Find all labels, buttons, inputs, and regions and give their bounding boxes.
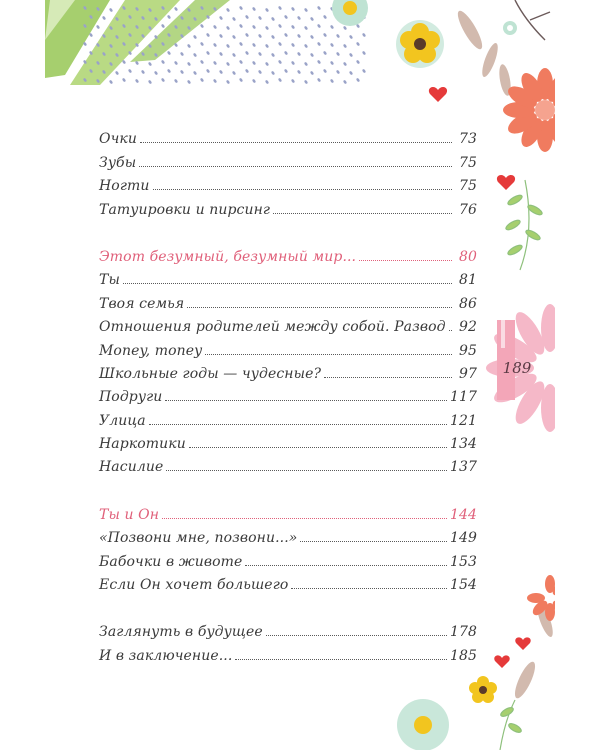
- dot: [265, 8, 269, 13]
- dot: [213, 79, 217, 84]
- dot: [323, 33, 327, 38]
- dot: [167, 69, 171, 74]
- dot: [245, 33, 249, 38]
- toc-entry: [99, 171, 477, 194]
- dot: [304, 8, 308, 13]
- dot: [310, 53, 314, 58]
- dot: [297, 70, 301, 75]
- dot: [161, 78, 165, 83]
- dot: [297, 16, 301, 21]
- toc-group: [99, 124, 477, 218]
- dot: [317, 24, 321, 29]
- dot: [330, 61, 334, 66]
- toc-section-heading: [99, 242, 477, 265]
- toc-entry-page: 154: [449, 577, 477, 594]
- page-tab-stripe: [501, 320, 505, 348]
- toc-group: [99, 242, 477, 476]
- dot: [349, 35, 353, 40]
- coral-flower-icon: [503, 68, 555, 152]
- dot: [362, 33, 366, 38]
- dot: [122, 78, 126, 83]
- dot-leader: [166, 470, 447, 471]
- dot: [213, 25, 217, 30]
- toc-entry-title: Улица: [99, 412, 146, 429]
- dot: [239, 24, 243, 29]
- dot-leader: [449, 330, 452, 331]
- dot: [193, 53, 197, 58]
- dot: [284, 15, 288, 20]
- dot: [278, 60, 282, 65]
- toc-entry: [99, 359, 477, 382]
- dot: [161, 60, 165, 65]
- dot: [278, 6, 282, 11]
- toc-entry-title: Очки: [99, 131, 137, 148]
- toc-entry: [99, 617, 477, 640]
- dot: [291, 7, 295, 12]
- dot: [310, 17, 314, 22]
- toc-entry: [99, 546, 477, 569]
- dot: [141, 70, 145, 75]
- dot: [265, 26, 269, 31]
- page-number: 189: [502, 359, 532, 377]
- toc-entry-title: И в заключение...: [99, 647, 233, 664]
- bottom-fern: [499, 700, 522, 750]
- dot: [336, 52, 340, 57]
- dot-leader: [162, 518, 447, 519]
- fern-right: [505, 180, 544, 270]
- dot-leader: [245, 565, 447, 566]
- toc-entry-title: Твоя семья: [99, 295, 185, 312]
- table-of-contents: [99, 124, 477, 664]
- dot: [291, 61, 295, 66]
- toc-entry-title: Татуировки и пирсинг: [99, 201, 271, 218]
- toc-entry-page: 73: [458, 131, 477, 148]
- dot: [193, 35, 197, 40]
- dot: [167, 15, 171, 20]
- dot: [304, 44, 308, 49]
- toc-entry: [99, 640, 477, 663]
- dot-leader: [291, 588, 447, 589]
- toc-entry-page: 153: [449, 553, 477, 570]
- dot: [317, 60, 321, 65]
- dot: [213, 43, 217, 48]
- dot: [291, 25, 295, 30]
- toc-entry-title: Ты: [99, 272, 120, 289]
- dot: [219, 52, 223, 57]
- toc-entry-title: Наркотики: [99, 436, 186, 453]
- dot: [330, 25, 334, 30]
- dot: [271, 17, 275, 22]
- toc-entry-page: 80: [458, 248, 477, 265]
- dot: [304, 62, 308, 67]
- toc-entry-title: Этот безумный, безумный мир...: [99, 248, 357, 265]
- toc-entry: [99, 335, 477, 358]
- dot: [297, 34, 301, 39]
- dot: [291, 43, 295, 48]
- dot: [252, 7, 256, 12]
- toc-entry-title: Бабочки в животе: [99, 553, 243, 570]
- dot: [232, 35, 236, 40]
- dot-leader: [324, 377, 452, 378]
- dot: [206, 69, 210, 74]
- dot: [336, 34, 340, 39]
- dot: [200, 78, 204, 83]
- dot: [245, 69, 249, 74]
- dot-leader: [149, 424, 447, 425]
- dot: [310, 35, 314, 40]
- dot: [187, 80, 191, 85]
- toc-entry-title: «Позвони мне, позвони...»: [99, 530, 298, 547]
- toc-entry-page: 95: [458, 342, 477, 359]
- dot: [226, 26, 230, 31]
- dot: [219, 34, 223, 39]
- dot: [148, 62, 152, 67]
- dot: [310, 71, 314, 76]
- toc-entry: [99, 312, 477, 335]
- dot: [232, 17, 236, 22]
- dot: [265, 80, 269, 85]
- dot: [284, 51, 288, 56]
- dot: [317, 42, 321, 47]
- dot: [200, 24, 204, 29]
- leaves-top: [454, 8, 513, 97]
- toc-group: [99, 617, 477, 664]
- dot: [96, 25, 100, 30]
- bottom-mint-flower-icon: [397, 699, 449, 750]
- dot: [356, 42, 360, 47]
- yellow-flower-icon: [396, 20, 444, 68]
- dot: [167, 51, 171, 56]
- dot: [135, 79, 139, 84]
- dot: [239, 60, 243, 65]
- book-page: [45, 0, 555, 750]
- toc-entry-page: 185: [449, 647, 477, 664]
- dot: [115, 71, 119, 76]
- toc-entry-title: Насилие: [99, 459, 164, 476]
- dot: [278, 42, 282, 47]
- toc-entry-page: 81: [458, 272, 477, 289]
- toc-entry-page: 137: [449, 459, 477, 476]
- dot: [356, 60, 360, 65]
- dot: [187, 62, 191, 67]
- toc-entry-page: 134: [449, 436, 477, 453]
- dot: [226, 62, 230, 67]
- dot: [343, 80, 347, 85]
- dot: [343, 26, 347, 31]
- dot: [239, 6, 243, 11]
- dot: [265, 62, 269, 67]
- dot-leader: [139, 166, 452, 167]
- toc-entry: [99, 405, 477, 428]
- dot-leader: [359, 260, 452, 261]
- dot: [239, 42, 243, 47]
- dot: [258, 52, 262, 57]
- dot: [226, 44, 230, 49]
- dot-leader: [165, 400, 447, 401]
- dot: [154, 71, 158, 76]
- dot: [330, 79, 334, 84]
- dot-leader: [153, 189, 452, 190]
- toc-entry-page: 76: [458, 201, 477, 218]
- bottom-yellow-flower-icon: [469, 676, 497, 703]
- dot: [349, 71, 353, 76]
- dot: [330, 43, 334, 48]
- toc-entry-title: Отношения родителей между собой. Развод: [99, 319, 446, 336]
- dot: [278, 24, 282, 29]
- dot: [284, 33, 288, 38]
- dot: [245, 15, 249, 20]
- dot: [193, 71, 197, 76]
- toc-entry-page: 149: [449, 530, 477, 547]
- toc-entry: [99, 194, 477, 217]
- toc-entry-title: Если Он хочет большего: [99, 577, 289, 594]
- toc-entry-title: Зубы: [99, 154, 137, 171]
- toc-entry: [99, 570, 477, 593]
- dot: [174, 79, 178, 84]
- toc-entry-title: Ты и Он: [99, 506, 160, 523]
- mint-flower-icon: [332, 0, 368, 26]
- dot: [226, 8, 230, 13]
- dot: [226, 80, 230, 85]
- toc-entry-title: Школьные годы — чудесные?: [99, 365, 322, 382]
- toc-entry-page: 75: [458, 178, 477, 195]
- toc-entry-title: Ногти: [99, 178, 150, 195]
- dot: [304, 80, 308, 85]
- dot: [265, 44, 269, 49]
- dot: [323, 51, 327, 56]
- toc-entry-title: Заглянуть в будущее: [99, 624, 263, 641]
- dot: [349, 53, 353, 58]
- dot: [317, 78, 321, 83]
- toc-entry: [99, 147, 477, 170]
- dot: [252, 43, 256, 48]
- dot: [252, 25, 256, 30]
- dot: [297, 52, 301, 57]
- dot: [102, 16, 106, 21]
- dot: [180, 70, 184, 75]
- dot: [187, 44, 191, 49]
- toc-entry-page: 117: [449, 389, 477, 406]
- dot: [356, 78, 360, 83]
- dot: [232, 71, 236, 76]
- toc-entry: [99, 288, 477, 311]
- dot-leader: [205, 354, 452, 355]
- dot: [271, 35, 275, 40]
- dot: [258, 34, 262, 39]
- toc-entry: [99, 523, 477, 546]
- dot: [271, 71, 275, 76]
- toc-entry: [99, 429, 477, 452]
- dot-leader: [123, 283, 452, 284]
- dot-leader: [266, 635, 447, 636]
- toc-entry: [99, 382, 477, 405]
- dot: [304, 26, 308, 31]
- toc-entry-page: 178: [449, 624, 477, 641]
- dot: [343, 62, 347, 67]
- dot: [278, 78, 282, 83]
- toc-entry-page: 86: [458, 295, 477, 312]
- dot: [317, 6, 321, 11]
- dot: [258, 70, 262, 75]
- dot-leader: [189, 447, 447, 448]
- dot-leader: [187, 307, 452, 308]
- toc-entry: [99, 452, 477, 475]
- dot: [180, 52, 184, 57]
- toc-entry-page: 75: [458, 154, 477, 171]
- dot-leader: [140, 142, 452, 143]
- dot: [213, 61, 217, 66]
- dot: [200, 60, 204, 65]
- dot: [161, 24, 165, 29]
- dot: [252, 61, 256, 66]
- dot: [323, 69, 327, 74]
- dot: [362, 51, 366, 56]
- toc-entry-page: 97: [458, 365, 477, 382]
- dot-leader: [235, 659, 447, 660]
- dot: [219, 70, 223, 75]
- toc-entry: [99, 124, 477, 147]
- dot: [109, 80, 113, 85]
- dot: [239, 78, 243, 83]
- dot: [291, 79, 295, 84]
- dot: [128, 69, 132, 74]
- dot: [362, 69, 366, 74]
- dot: [148, 80, 152, 85]
- dot: [252, 79, 256, 84]
- dot: [271, 53, 275, 58]
- toc-entry: [99, 265, 477, 288]
- dot: [284, 69, 288, 74]
- dot: [232, 53, 236, 58]
- dot: [206, 33, 210, 38]
- dot: [200, 42, 204, 47]
- toc-entry-title: Подруги: [99, 389, 163, 406]
- toc-entry-title: Money, money: [99, 342, 203, 359]
- dot: [174, 61, 178, 66]
- dot: [258, 16, 262, 21]
- dot: [245, 51, 249, 56]
- toc-entry-page: 92: [458, 319, 477, 336]
- dot: [336, 70, 340, 75]
- mint-small-flower-icon: [503, 21, 517, 35]
- toc-group: [99, 499, 477, 593]
- dot-leader: [273, 213, 452, 214]
- dot: [343, 44, 347, 49]
- dot: [323, 15, 327, 20]
- dot-leader: [300, 541, 447, 542]
- toc-entry-page: 121: [449, 412, 477, 429]
- dot: [109, 8, 113, 13]
- toc-section-heading: [99, 499, 477, 522]
- branch-top-right: [515, 0, 550, 40]
- dot: [206, 51, 210, 56]
- toc-entry-page: 144: [449, 506, 477, 523]
- dot: [174, 7, 178, 12]
- dot: [219, 16, 223, 21]
